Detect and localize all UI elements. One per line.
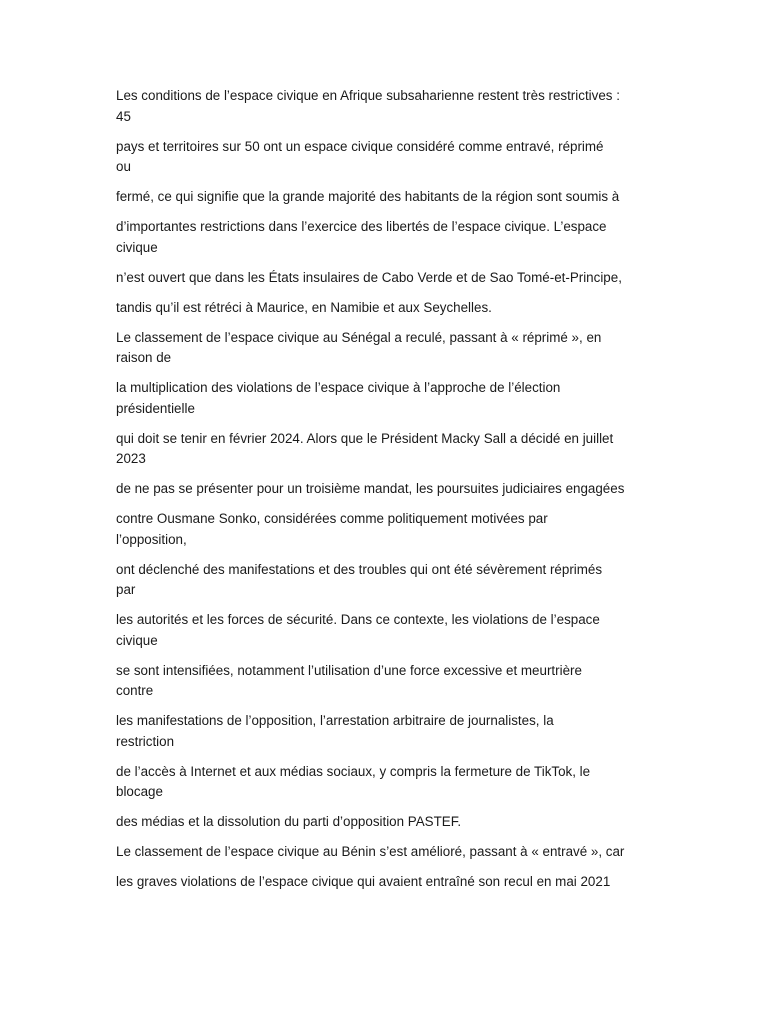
paragraph (116, 328, 656, 369)
text-line: ont déclenché des manifestations et des troubles qui ont été sévèrement réprimés (116, 561, 603, 577)
paragraph (116, 378, 656, 419)
text-line: de ne pas se présenter pour un troisième mandat, les poursuites judiciaires engagées (116, 481, 625, 496)
text-line: raison de (116, 350, 172, 365)
text-line: l’opposition, (116, 531, 187, 547)
text-line: les manifestations de l’opposition, l’arrestation arbitraire de journalistes, la (116, 713, 554, 728)
paragraph (116, 842, 656, 863)
text-line: des médias et la dissolution du parti d’opposition PASTEF. (116, 814, 462, 829)
paragraph (116, 762, 656, 803)
paragraph (116, 479, 656, 500)
text-line: 2023 (116, 451, 146, 466)
text-line: par (116, 582, 136, 597)
paragraph (116, 812, 656, 833)
paragraph (116, 217, 656, 258)
text-line: la multiplication des violations de l’espace civique à l’approche de l’élection (116, 380, 561, 395)
text-line: Le classement de l’espace civique au Bénin s’est amélioré, passant à « entravé », car (116, 844, 625, 859)
text-line: restriction (116, 733, 175, 749)
text-line: civique (116, 632, 158, 648)
paragraph (116, 560, 656, 601)
document-body (116, 86, 656, 902)
text-line: d’importantes restrictions dans l’exercice des libertés de l’espace civique. L’espace (116, 219, 607, 234)
text-line: les graves violations de l’espace civique qui avaient entraîné son recul en mai 2021 (116, 874, 611, 889)
text-line: ou (116, 159, 131, 174)
paragraph (116, 298, 656, 319)
text-line: qui doit se tenir en février 2024. Alors que le Président Macky Sall a décidé en juillet (116, 430, 614, 446)
text-line: n’est ouvert que dans les États insulaires de Cabo Verde et de Sao Tomé-et-Principe, (116, 269, 622, 285)
text-line: Les conditions de l’espace civique en Afrique subsaharienne restent très restrictives : (116, 88, 620, 103)
paragraph (116, 429, 656, 470)
text-line: se sont intensifiées, notamment l’utilisation d’une force excessive et meurtrière (116, 662, 582, 678)
text-line: 45 (116, 108, 131, 124)
paragraph (116, 86, 656, 127)
paragraph (116, 268, 656, 289)
text-line: blocage (116, 784, 163, 799)
paragraph (116, 872, 656, 893)
text-line: les autorités et les forces de sécurité. Dans ce contexte, les violations de l’espace (116, 612, 600, 627)
paragraph (116, 661, 656, 702)
text-line: présidentielle (116, 400, 195, 416)
text-line: pays et territoires sur 50 ont un espace civique considéré comme entravé, réprimé (116, 138, 604, 154)
text-line: Le classement de l’espace civique au Sénégal a reculé, passant à « réprimé », en (116, 329, 602, 345)
text-line: fermé, ce qui signifie que la grande majorité des habitants de la région sont soumis à (116, 189, 620, 204)
text-line: contre Ousmane Sonko, considérées comme politiquement motivées par (116, 511, 548, 526)
text-line: civique (116, 239, 158, 255)
paragraph (116, 137, 656, 178)
paragraph (116, 509, 656, 550)
text-line: contre (116, 683, 154, 698)
paragraph (116, 187, 656, 208)
paragraph (116, 711, 656, 752)
paragraph (116, 610, 656, 651)
text-line: de l’accès à Internet et aux médias sociaux, y compris la fermeture de TikTok, le (116, 763, 591, 779)
text-line: tandis qu’il est rétréci à Maurice, en Namibie et aux Seychelles. (116, 299, 492, 315)
